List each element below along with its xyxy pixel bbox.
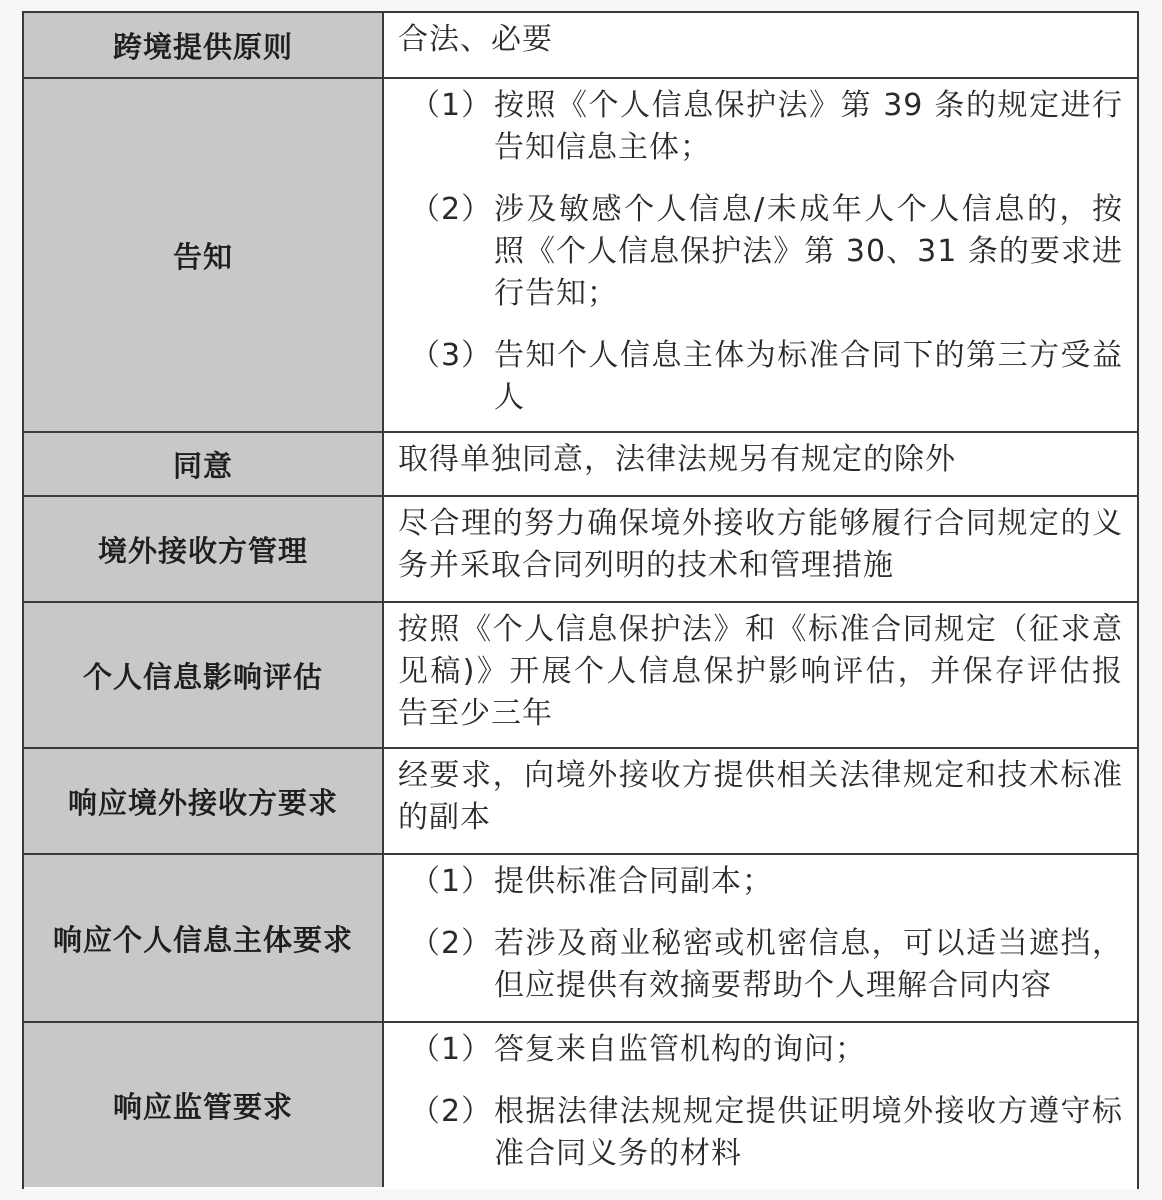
row-label: 响应监管要求 <box>24 1023 384 1187</box>
item-number: （1） <box>410 88 493 123</box>
list-item <box>398 1091 1123 1175</box>
row-label: 响应个人信息主体要求 <box>24 855 384 1021</box>
row-label: 个人信息影响评估 <box>24 603 384 747</box>
row-label: 同意 <box>24 433 384 495</box>
row-content: 取得单独同意，法律法规另有规定的除外 <box>384 433 1137 495</box>
table-row <box>24 13 1137 79</box>
list-item <box>398 923 1123 1007</box>
row-content <box>384 1023 1137 1187</box>
item-text: 若涉及商业秘密或机密信息，可以适当遮挡，但应提供有效摘要帮助个人理解合同内容 <box>494 926 1123 1003</box>
item-text: 按照《个人信息保护法》第 39 条的规定进行告知信息主体； <box>494 88 1123 165</box>
list-item <box>398 1029 1123 1071</box>
row-label: 境外接收方管理 <box>24 497 384 601</box>
row-content <box>384 855 1137 1021</box>
obligations-table <box>22 11 1139 1189</box>
table-row <box>24 855 1137 1023</box>
list-item <box>398 189 1123 315</box>
table-row <box>24 749 1137 855</box>
list-item <box>398 85 1123 169</box>
table-row <box>24 1023 1137 1187</box>
item-number: （2） <box>410 926 493 961</box>
row-content: 尽合理的努力确保境外接收方能够履行合同规定的义务并采取合同列明的技术和管理措施 <box>384 497 1137 601</box>
row-content <box>384 79 1137 431</box>
table-row <box>24 79 1137 433</box>
item-number: （2） <box>410 192 493 227</box>
list-item <box>398 861 1123 903</box>
row-label: 告知 <box>24 79 384 431</box>
item-number: （2） <box>410 1094 493 1129</box>
item-number: （1） <box>410 864 493 899</box>
table-row <box>24 603 1137 749</box>
item-number: （3） <box>410 338 493 373</box>
item-text: 涉及敏感个人信息/未成年人个人信息的，按照《个人信息保护法》第 30、31 条的要求进行告知； <box>494 192 1123 311</box>
table-row <box>24 433 1137 497</box>
list-item <box>398 335 1123 419</box>
row-content: 按照《个人信息保护法》和《标准合同规定（征求意见稿)》开展个人信息保护影响评估，并保存评估报告至少三年 <box>384 603 1137 747</box>
item-text: 告知个人信息主体为标准合同下的第三方受益人 <box>494 338 1123 415</box>
item-text: 答复来自监管机构的询问； <box>494 1032 866 1067</box>
row-label: 响应境外接收方要求 <box>24 749 384 853</box>
item-text: 提供标准合同副本； <box>494 864 773 899</box>
row-content: 合法、必要 <box>384 13 1137 77</box>
item-number: （1） <box>410 1032 493 1067</box>
table-row <box>24 497 1137 603</box>
row-label: 跨境提供原则 <box>24 13 384 77</box>
row-content: 经要求，向境外接收方提供相关法律规定和技术标准的副本 <box>384 749 1137 853</box>
item-text: 根据法律法规规定提供证明境外接收方遵守标准合同义务的材料 <box>494 1094 1123 1171</box>
